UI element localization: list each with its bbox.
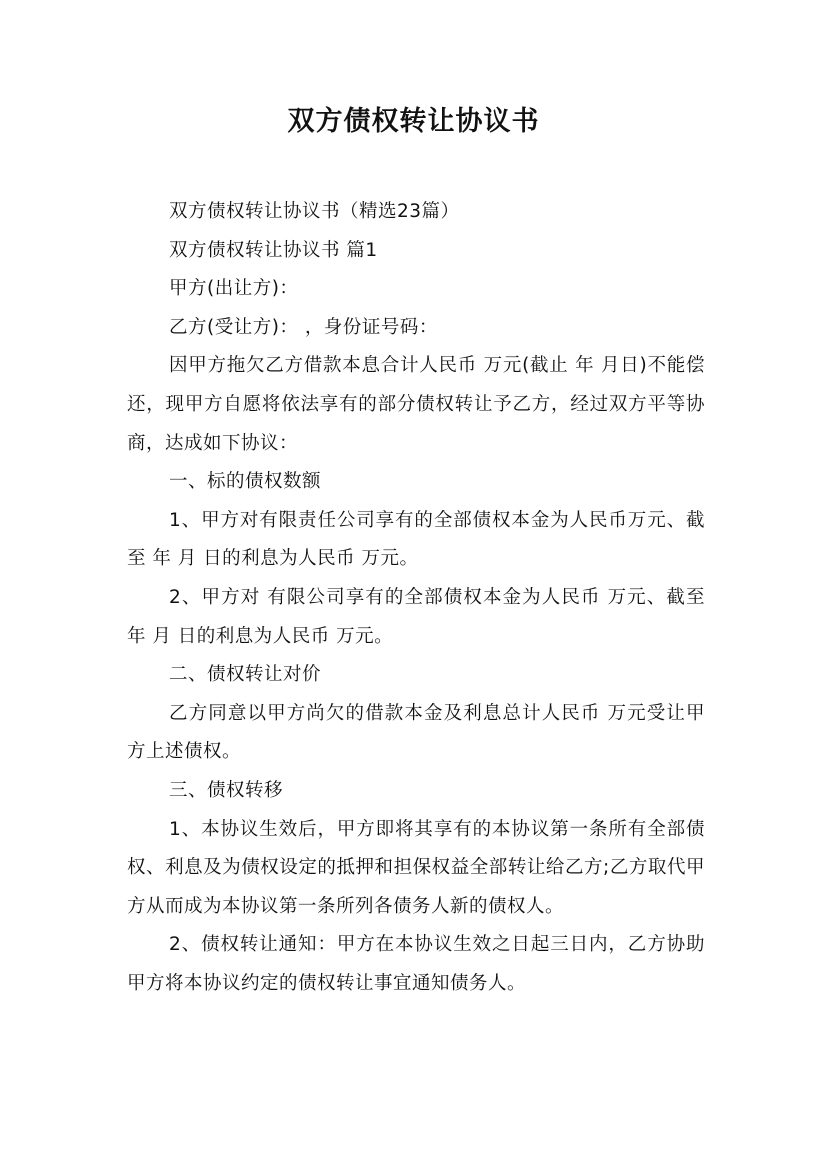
section-heading-1: 一、标的债权数额 bbox=[169, 471, 322, 493]
section-heading-2: 二、债权转让对价 bbox=[169, 664, 322, 686]
paragraph-clause-3-2: 2、债权转让通知：甲方在本协议生效之日起三日内，乙方协助甲方将本协议约定的债权转让事宜通知债务人。 bbox=[127, 934, 705, 994]
paragraph-clause-2: 乙方同意以甲方尚欠的借款本金及利息总计人民币 万元受让甲方上述债权。 bbox=[127, 702, 705, 763]
paragraph-clause-1-2: 2、甲方对 有限公司享有的全部债权本金为人民币 万元、截至 年 月 日的利息为人民币 万元。 bbox=[127, 586, 705, 647]
paragraph-preamble: 因甲方拖欠乙方借款本息合计人民币 万元(截止 年 月日)不能偿还，现甲方自愿将依法享有的部分债权转让予乙方，经过双方平等协商，达成如下协议： bbox=[127, 355, 705, 454]
paragraph-clause-3-1: 1、本协议生效后，甲方即将其享有的本协议第一条所有全部债权、利息及为债权设定的抵押和担保权益全部转让给乙方;乙方取代甲方从而成为本协议第一条所列各债务人新的债权人。 bbox=[127, 818, 705, 917]
paragraph-party-a: 甲方(出让方)： bbox=[169, 278, 299, 300]
paragraph-chapter-heading: 双方债权转让协议书 篇1 bbox=[169, 239, 378, 261]
paragraph-party-b: 乙方(受让方)： ，身份证号码： bbox=[169, 316, 438, 338]
document-body bbox=[127, 193, 705, 1003]
document-title: 双方债权转让协议书 bbox=[287, 106, 540, 137]
paragraph-clause-1-1: 1、甲方对有限责任公司享有的全部债权本金为人民币万元、截至 年 月 日的利息为人民币 万元。 bbox=[127, 509, 705, 570]
section-heading-3: 三、债权转移 bbox=[169, 779, 284, 801]
paragraph-subtitle: 双方债权转让协议书（精选23篇） bbox=[169, 201, 460, 222]
